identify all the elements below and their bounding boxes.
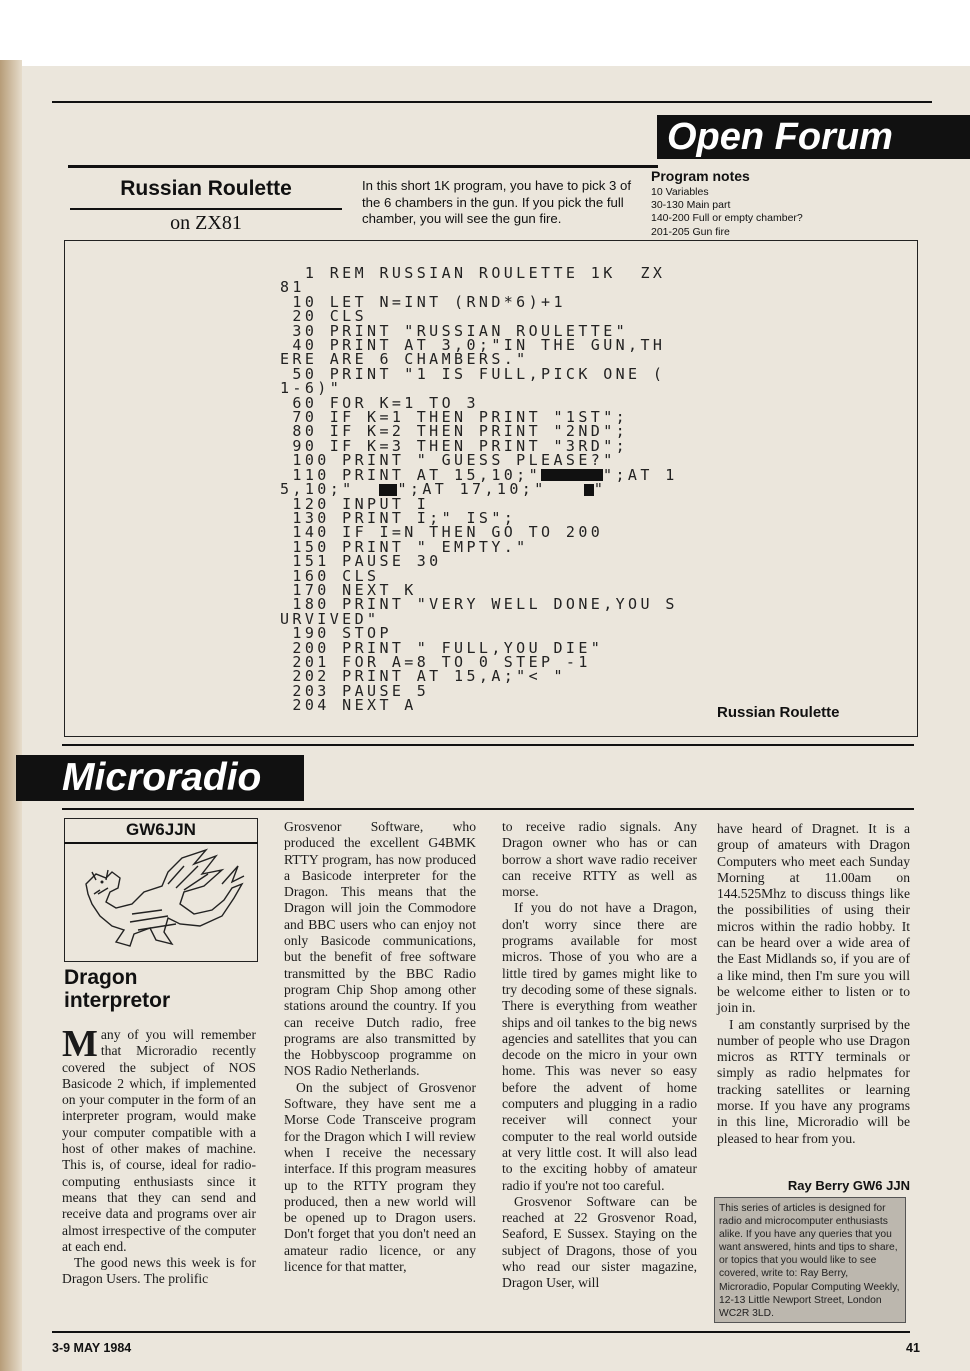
article-column-1 xyxy=(62,1023,256,1288)
listing-line: 170 NEXT K xyxy=(280,580,417,599)
listing-line: 90 IF K=3 THEN PRINT "3RD"; xyxy=(280,436,629,455)
listing-line: 100 PRINT " GUESS PLEASE?" xyxy=(280,451,616,470)
listing-line: ";AT 1 xyxy=(603,465,678,484)
callsign: GW6JJN xyxy=(126,820,196,839)
listing-line: 30 PRINT "RUSSIAN ROULETTE" xyxy=(280,321,629,340)
listing-line: 60 FOR K=1 TO 3 xyxy=(280,393,479,412)
listing-line: 81 xyxy=(280,278,305,297)
drop-cap: M xyxy=(62,1023,98,1065)
listing-line: 10 LET N=INT (RND*6)+1 xyxy=(280,292,566,311)
article-paragraph: Grosvenor Software, who produced the excellent G4BMK RTTY program, has now produced a Basicode interpreter for the Dragon. This means that the Dragon will join the Commodore and BBC users who can enjoy not only Basicode communications, but the benefit of free software transmitted by the BBC Radio program Chip Shop among other stations around the country. If you can receive Dutch radio, free programs are also transmitted by the Hobbyscoop programme on NOS Radio Netherlands. xyxy=(284,819,476,1079)
listing-line: 70 IF K=1 THEN PRINT "1ST"; xyxy=(280,408,629,427)
listing-line: 180 PRINT "VERY WELL DONE,YOU S xyxy=(280,595,678,614)
listing-line: 151 PAUSE 30 xyxy=(280,552,442,571)
listing-line: 5,10;" xyxy=(280,480,380,499)
article-paragraph: have heard of Dragnet. It is a group of amateurs with Dragon Computers who meet each Sunday Morning at 11.00am on 144.525Mhz to discuss things like the possibilities of using their micros within the radio hobby. It can be heard over a wide area of the East Midlands so, if you are of a like mind, then I'm sure you will be welcome either to listen or to join in. xyxy=(717,821,910,1016)
listing-line: 40 PRINT AT 3,0;"IN THE GUN,TH xyxy=(280,336,666,355)
listing-line: 200 PRINT " FULL,YOU DIE" xyxy=(280,638,604,657)
issue-date: 3-9 MAY 1984 xyxy=(52,1341,132,1355)
redacted-block xyxy=(584,484,594,496)
listing-line: 50 PRINT "1 IS FULL,PICK ONE ( xyxy=(280,364,666,383)
listing-line: 20 CLS xyxy=(280,307,368,326)
open-forum-banner: Open Forum xyxy=(657,115,970,159)
listing-line: 110 PRINT AT 15,10;" xyxy=(280,465,542,484)
welsh-dragon-icon xyxy=(72,844,252,956)
article-column-2 xyxy=(284,819,476,1275)
listing-line: 201 FOR A=8 TO 0 STEP -1 xyxy=(280,652,591,671)
listing-line: URVIVED" xyxy=(280,609,380,628)
article-paragraph: I am constantly surprised by the number of people who use Dragon micros as RTTY terminals or simply as radio helpmates for tracking satellites or learning morse. If you have any programs in this line, Microradio will be pleased to hear from you. xyxy=(717,1016,910,1146)
program-notes-list xyxy=(651,186,803,239)
listing-line: 190 STOP xyxy=(280,624,392,643)
listing-line: ";AT 17,10;" xyxy=(397,480,584,499)
listing-line: " xyxy=(593,480,607,499)
title-underline xyxy=(70,208,342,210)
article-paragraph: Grosvenor Software can be reached at 22 Grosvenor Road, Seaford, E Sussex. Staying on the subject of Dragons, those of you who read our sister magazine, Dragon User, will xyxy=(502,1193,697,1291)
program-intro: In this short 1K program, you have to pick 3 of the 6 chambers in the gun. If you pick the full chamber, you will see the gun fire. xyxy=(362,178,632,226)
listing-line: 1-6)" xyxy=(280,379,343,398)
article-column-4 xyxy=(717,821,910,1147)
listing-line: 150 PRINT " EMPTY." xyxy=(280,537,529,556)
listing-line: 120 INPUT I xyxy=(280,494,430,513)
listing-line: 204 NEXT A xyxy=(280,696,417,715)
section-rule xyxy=(62,744,914,746)
listing-line: 160 CLS xyxy=(280,566,380,585)
series-info-box: This series of articles is designed for radio and microcomputer enthusiasts alike. If you have any queries that you want answered, hints and tips to share, or topics that you would like to see covered, write to: Ray Berry, Microradio, Popular Computing Weekly, 12-13 Little Newport Street, London WC2R 3LD. xyxy=(714,1197,906,1323)
listing-line: 203 PAUSE 5 xyxy=(280,681,430,700)
program-title: Russian Roulette xyxy=(120,177,292,200)
program-listing xyxy=(280,266,678,713)
article-paragraph: to receive radio signals. Any Dragon owner who has or can borrow a short wave radio receiver can receive RTTY as well as morse. xyxy=(502,819,697,900)
page-spine xyxy=(0,60,22,1371)
article-paragraph: The good news this week is for Dragon Users. The prolific xyxy=(62,1255,256,1287)
program-note: 30-130 Main part xyxy=(651,199,731,212)
listing-line: 202 PRINT AT 15,A;"< " xyxy=(280,667,566,686)
listing-line: 140 IF I=N THEN GO TO 200 xyxy=(280,523,604,542)
article-paragraph: On the subject of Grosvenor Software, they have sent me a Morse Code Transceive program for the Dragon which I will review when I receive the necessary interface. If this program measures up to the RTTY program they produced, then a new world will be opened up to Dragon users. Don't forget that you don't need an amateur radio licence, or any licence for that matter, xyxy=(284,1079,476,1275)
program-platform: on ZX81 xyxy=(170,212,242,234)
listing-caption: Russian Roulette xyxy=(717,704,840,721)
microradio-banner: Microradio xyxy=(16,755,304,801)
article-column-3 xyxy=(502,819,697,1292)
article-paragraph: If you do not have a Dragon, don't worry since there are programs available for most micros. Those of you who are a little tired by games might like to try decoding some of these signals. There is everything from weather ships and oil tankes to the big news agencies and satellites that you can decode on the micro in your own home. This was never so easy before the advent of home computers and plugging in a radio receiver will connect your computer to the real world outside at very little cost. It will also lead to the exciting hobby of amateur radio if you're not too careful. xyxy=(502,900,697,1193)
program-note: 201-205 Gun fire xyxy=(651,225,730,238)
author-signature: Ray Berry GW6 JJN xyxy=(787,1178,910,1193)
listing-line: 80 IF K=2 THEN PRINT "2ND"; xyxy=(280,422,629,441)
section-rule-lower xyxy=(62,808,914,810)
article-paragraph: Many of you will remember that Microradio recently covered the subject of NOS Basicode 2 which, if implemented on your computer in the form of an interpreter program, would make your computer compatible with a host of other makes of machine. This is, of course, ideal for radio-computing enthusiasts since it means that they can send and receive data and programs over air almost irrespective of the computer at each end. xyxy=(62,1023,256,1254)
listing-line: 130 PRINT I;" IS"; xyxy=(280,508,517,527)
footer-rule xyxy=(52,1331,910,1333)
top-rule xyxy=(52,101,932,103)
page-number: 41 xyxy=(906,1341,920,1355)
article-title: Dragon interpretor xyxy=(64,966,171,1012)
listing-line: 1 REM RUSSIAN ROULETTE 1K ZX xyxy=(280,264,666,282)
program-note: 140-200 Full or empty chamber? xyxy=(651,212,803,225)
program-notes-heading: Program notes xyxy=(651,168,750,184)
listing-line: ERE ARE 6 CHAMBERS." xyxy=(280,350,529,369)
program-note: 10 Variables xyxy=(651,186,709,198)
header-rule xyxy=(68,165,658,168)
